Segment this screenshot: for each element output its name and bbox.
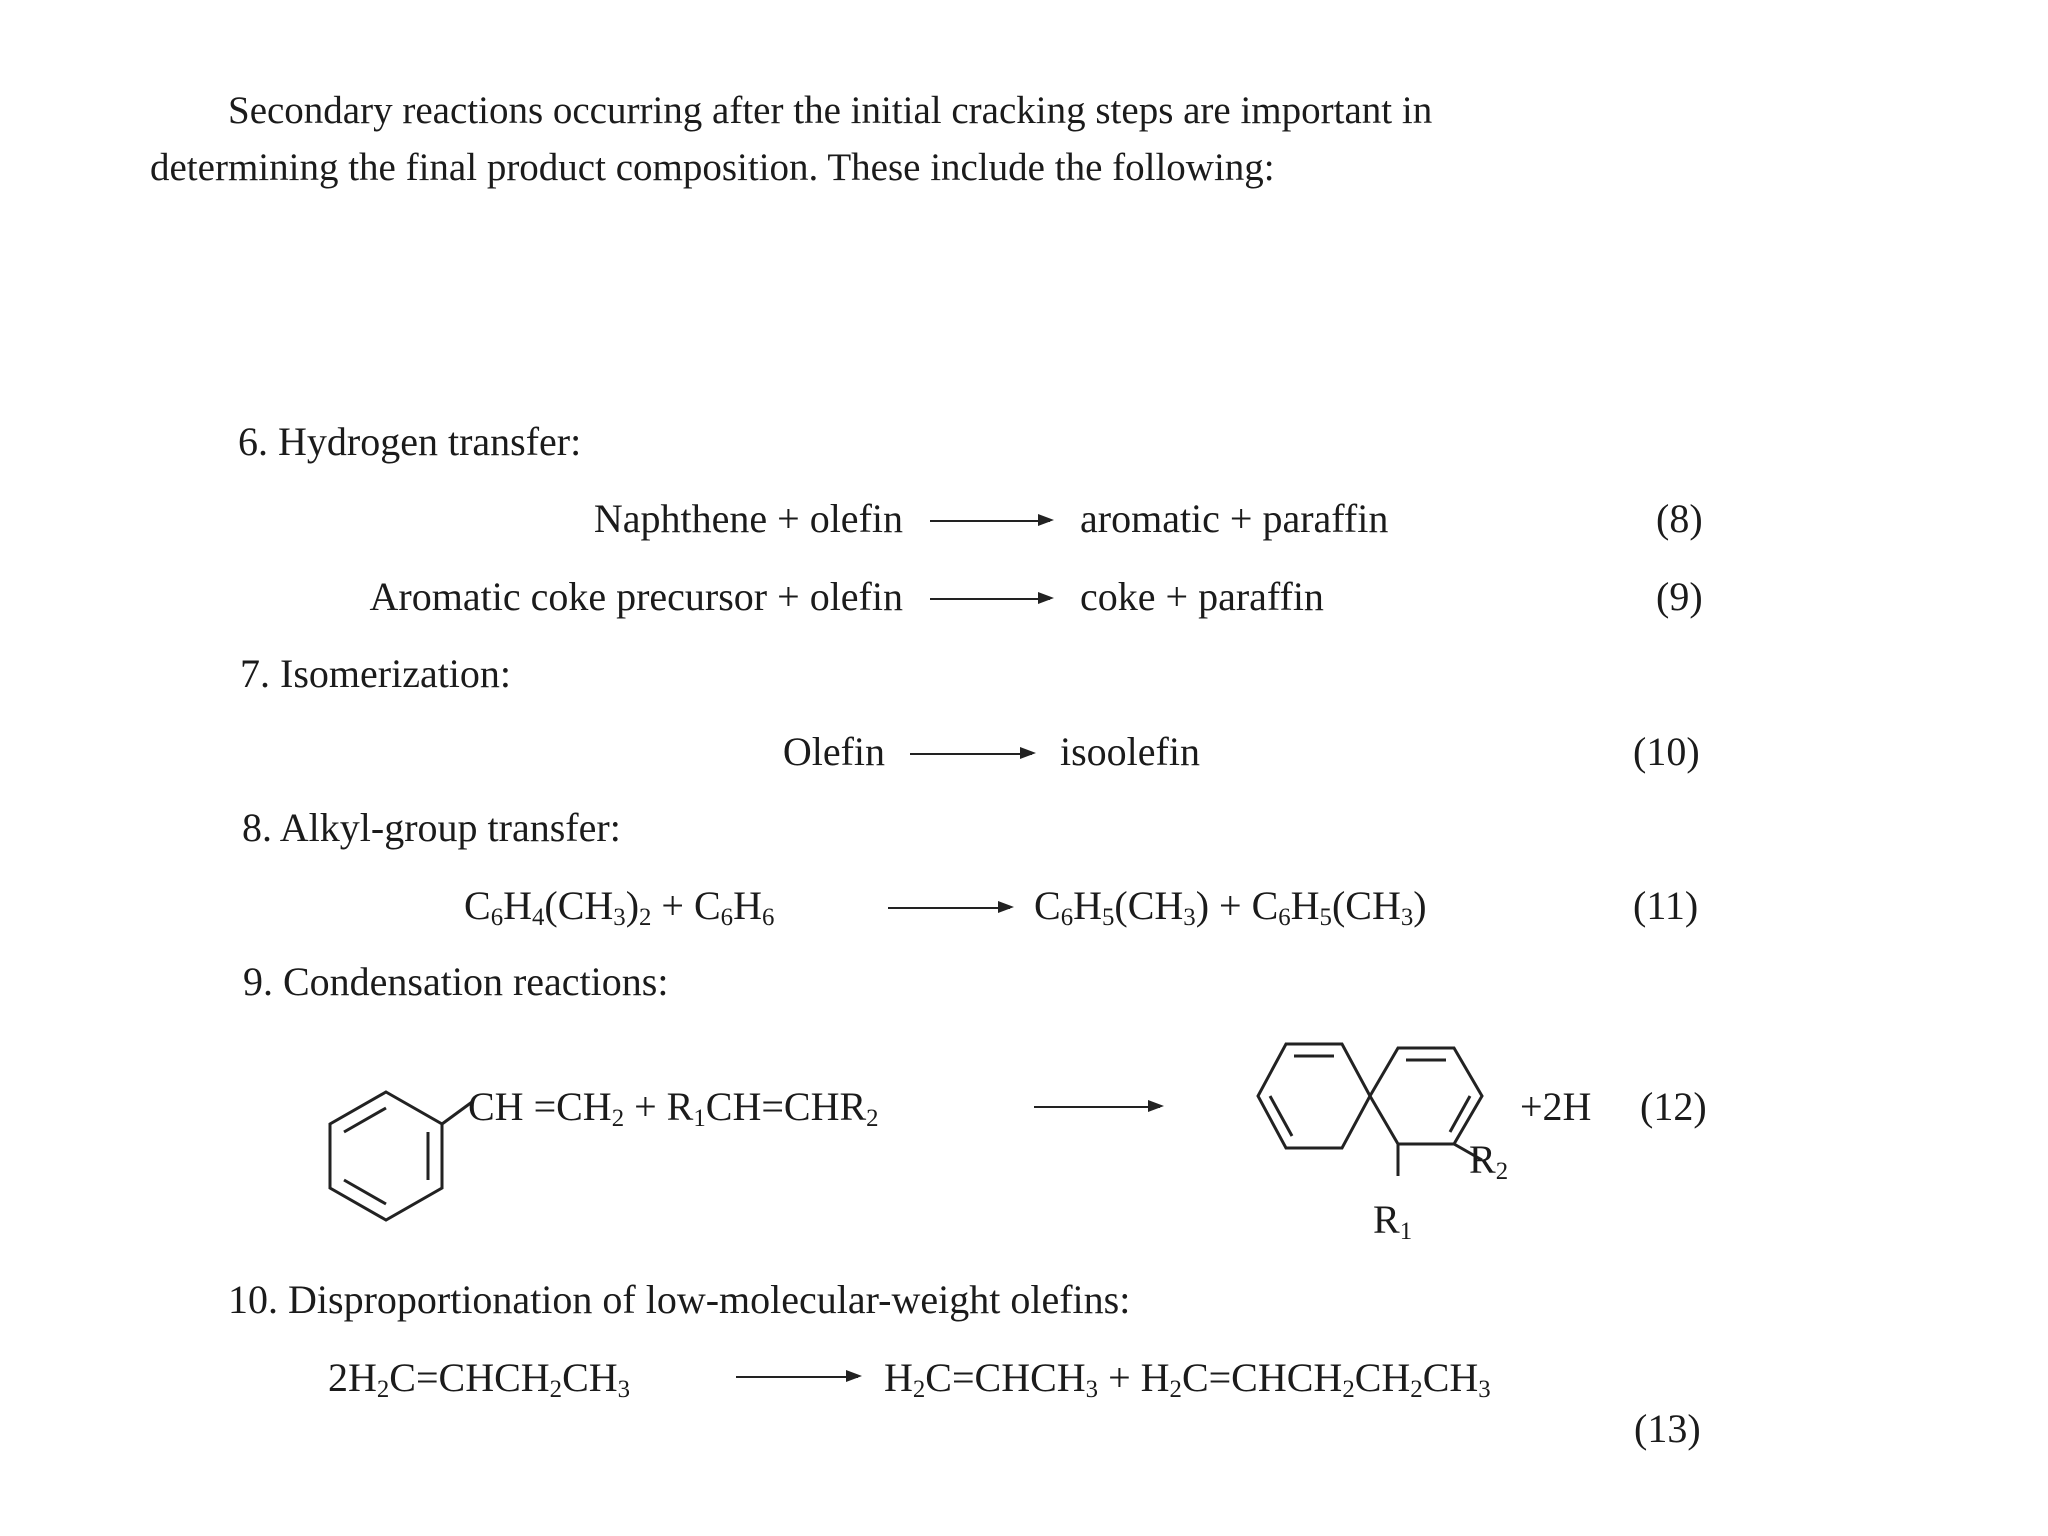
eq9-arrow — [930, 598, 1050, 600]
eq8-number: (8) — [1656, 496, 1703, 541]
heading-isomerization: 7. Isomerization: — [240, 651, 512, 696]
eq10-arrow — [910, 753, 1032, 755]
eq10-rhs: isoolefin — [1060, 729, 1200, 774]
eq8-lhs: Naphthene + olefin — [593, 496, 903, 541]
heading-alkyl-group-transfer: 8. Alkyl-group transfer: — [242, 805, 621, 850]
eq12-lhs: CH $=CH_2 + R_1CH=CHR_2$ — [468, 1084, 879, 1133]
naphthalene-ring-icon — [1206, 1026, 1509, 1196]
eq12-number: (12) — [1640, 1084, 1707, 1129]
heading-disproportionation: 10. Disproportionation of low-molecular-weight olefins: — [228, 1277, 1131, 1322]
intro-paragraph — [150, 82, 1433, 196]
eq12-arrow — [1034, 1106, 1160, 1108]
benzene-ring-icon — [322, 1086, 450, 1234]
heading-condensation-reactions: 9. Condensation reactions: — [243, 959, 669, 1004]
eq9-lhs: Aromatic coke precursor + olefin — [369, 574, 903, 619]
eq8-arrow — [930, 520, 1050, 522]
eq8-rhs: aromatic + paraffin — [1080, 496, 1389, 541]
eq13-rhs: $H_2C=CHCH_3$ + $H_2C=CHCH_2CH_2CH_3$ — [884, 1355, 1491, 1404]
eq13-number: (13) — [1634, 1406, 1701, 1451]
eq11-arrow — [888, 907, 1010, 909]
eq13-lhs: $2H_2C=CHCH_2CH_3$ — [328, 1355, 631, 1404]
heading-hydrogen-transfer: 6. Hydrogen transfer: — [238, 419, 582, 464]
intro-line-1: Secondary reactions occurring after the initial cracking steps are important in — [228, 89, 1433, 132]
eq12-hydrogen: +2H — [1520, 1084, 1592, 1129]
eq10-number: (10) — [1633, 729, 1700, 774]
naphthalene-r2-label: $R_2$ — [1469, 1137, 1509, 1186]
eq10-lhs: Olefin — [782, 729, 885, 774]
eq9-number: (9) — [1656, 574, 1703, 619]
eq13-arrow — [736, 1376, 858, 1378]
eq9-rhs: coke + paraffin — [1080, 574, 1324, 619]
naphthalene-r1-label: $R_1$ — [1373, 1197, 1413, 1246]
intro-line-2: determining the final product composition. These include the following: — [150, 146, 1275, 189]
eq11-rhs: $C_6H_5(CH_3) + C_6H_5(CH_3)$ — [1034, 883, 1427, 932]
eq11-number: (11) — [1633, 883, 1699, 928]
eq11-lhs: $C_6H_4(CH_3)_2 + C_6H_6$ — [464, 883, 775, 932]
